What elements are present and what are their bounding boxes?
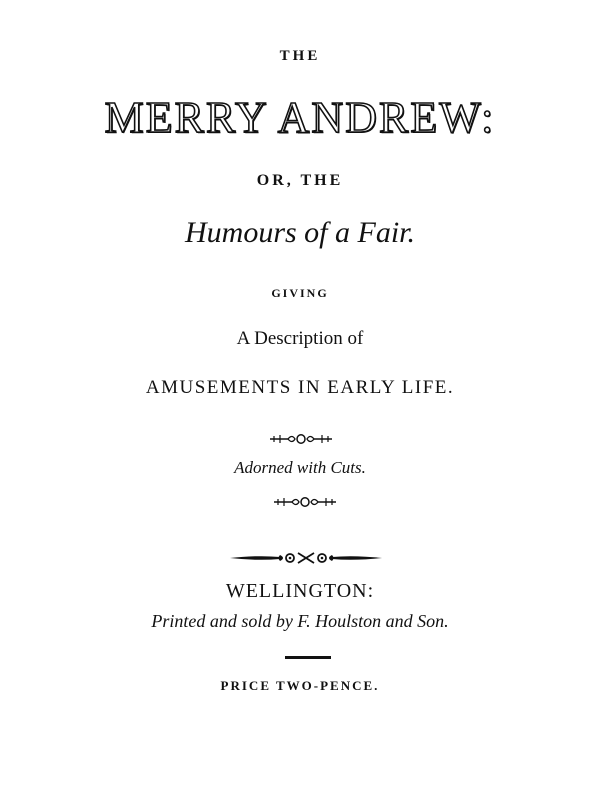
the-heading: THE: [279, 48, 321, 64]
small-flourish-icon: [268, 432, 334, 446]
main-title: MERRY ANDREW:: [104, 93, 496, 142]
or-the-line: OR, THE: [256, 172, 344, 189]
description-line: A Description of: [236, 328, 364, 349]
amusements-line: AMUSEMENTS IN EARLY LIFE.: [145, 377, 455, 398]
printer-line: Printed and sold by F. Houlston and Son.: [151, 611, 449, 631]
center-flourish-icon: [228, 550, 384, 566]
adorned-line: Adorned with Cuts.: [234, 458, 366, 477]
short-rule: [285, 656, 331, 659]
price-line: PRICE TWO-PENCE.: [220, 678, 380, 693]
giving-line: GIVING: [271, 286, 329, 300]
place-line: WELLINGTON:: [225, 580, 375, 602]
small-flourish-icon: [272, 495, 338, 509]
subtitle: Humours of a Fair.: [184, 216, 416, 249]
